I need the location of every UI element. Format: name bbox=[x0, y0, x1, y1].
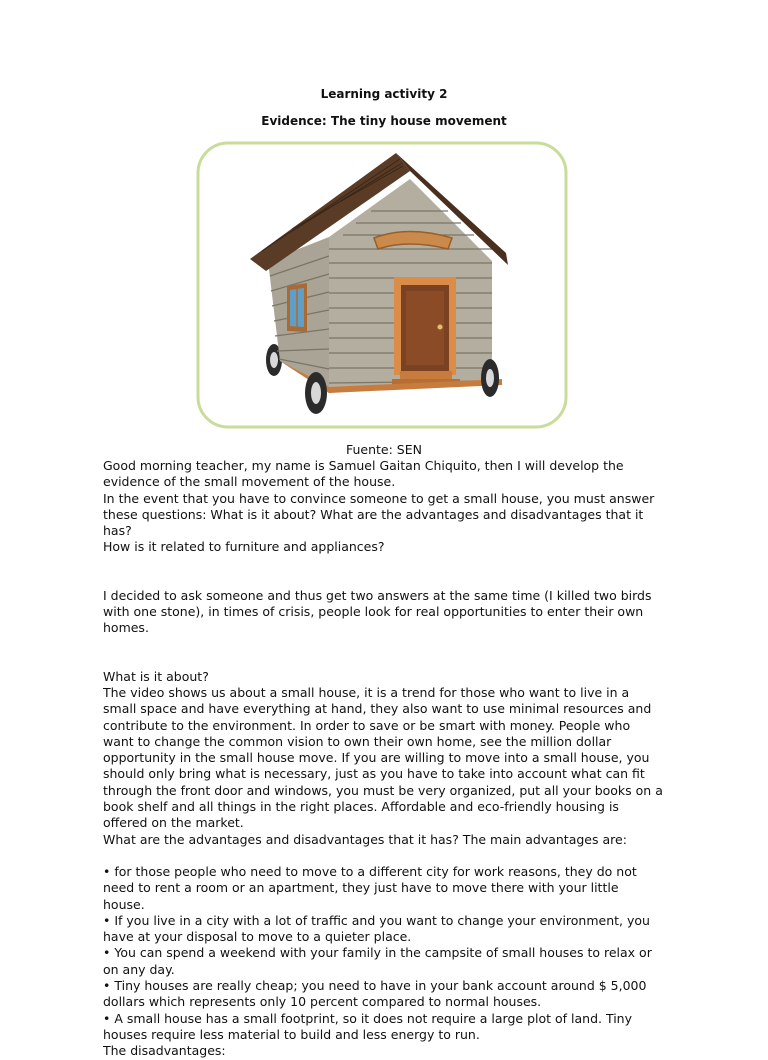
anecdote-paragraph: I decided to ask someone and thus get two answers at the same time (I killed two birds with one stone), in times of crisis, people look for real opportunities to enter their own homes. bbox=[103, 587, 652, 636]
bullet-item: • Tiny houses are really cheap; you need to have in your bank account around $ 5,000 dollars which represents only 10 percent compared to normal houses. bbox=[103, 978, 647, 1010]
bullet-item: • If you live in a city with a lot of traffic and you want to change your environment, you have at your disposal to move to a quieter place. bbox=[103, 912, 650, 945]
section-body-what: The video shows us about a small house, it is a trend for those who want to live in a small space and have everything at hand, they also want to use minimal resources and contribute to the environment. In order to save or be smart with money. People who want to change the common vision to own their own home, see the million dollar opportunity in the small house move. If you are willing to move into a small house, you should only bring what is necessary, just as you have to take into account what can fit through the front door and windows, you must be very organized, put all your books on a book shelf and all things in the right places. Affordable and eco-friendly housing is offered on the market. bbox=[103, 684, 663, 831]
intro-paragraph-1: Good morning teacher, my name is Samuel Gaitan Chiquito, then I will develop the evidence of the small movement of the house. bbox=[103, 458, 624, 490]
image-caption: Fuente: SEN bbox=[345, 442, 422, 457]
document-body bbox=[103, 458, 663, 1060]
bullet-item: • A small house has a small footprint, so it does not require a large plot of land. Tiny houses require less material to build and less energy to run. bbox=[103, 1010, 633, 1042]
intro-paragraph-3: How is it related to furniture and appliances? bbox=[103, 539, 385, 555]
bullet-item: • for those people who need to move to a different city for work reasons, they do not need to rent a room or an apartment, they just have to move there with your little house. bbox=[103, 863, 637, 912]
section-heading-what: What is it about? bbox=[103, 668, 209, 684]
bullet-item: • You can spend a weekend with your family in the campsite of small houses to relax or on any day. bbox=[103, 945, 652, 977]
document-title: Learning activity 2 bbox=[320, 87, 448, 101]
advantages-heading: What are the advantages and disadvantages that it has? The main advantages are: bbox=[103, 831, 627, 847]
document-subtitle: Evidence: The tiny house movement bbox=[261, 114, 507, 128]
tiny-house-image bbox=[196, 141, 568, 429]
disadvantages-heading: The disadvantages: bbox=[103, 1043, 226, 1059]
intro-paragraph-2: In the event that you have to convince someone to get a small house, you must answer these questions: What is it about? What are the advantages and disadvantages that it has? bbox=[103, 490, 655, 539]
